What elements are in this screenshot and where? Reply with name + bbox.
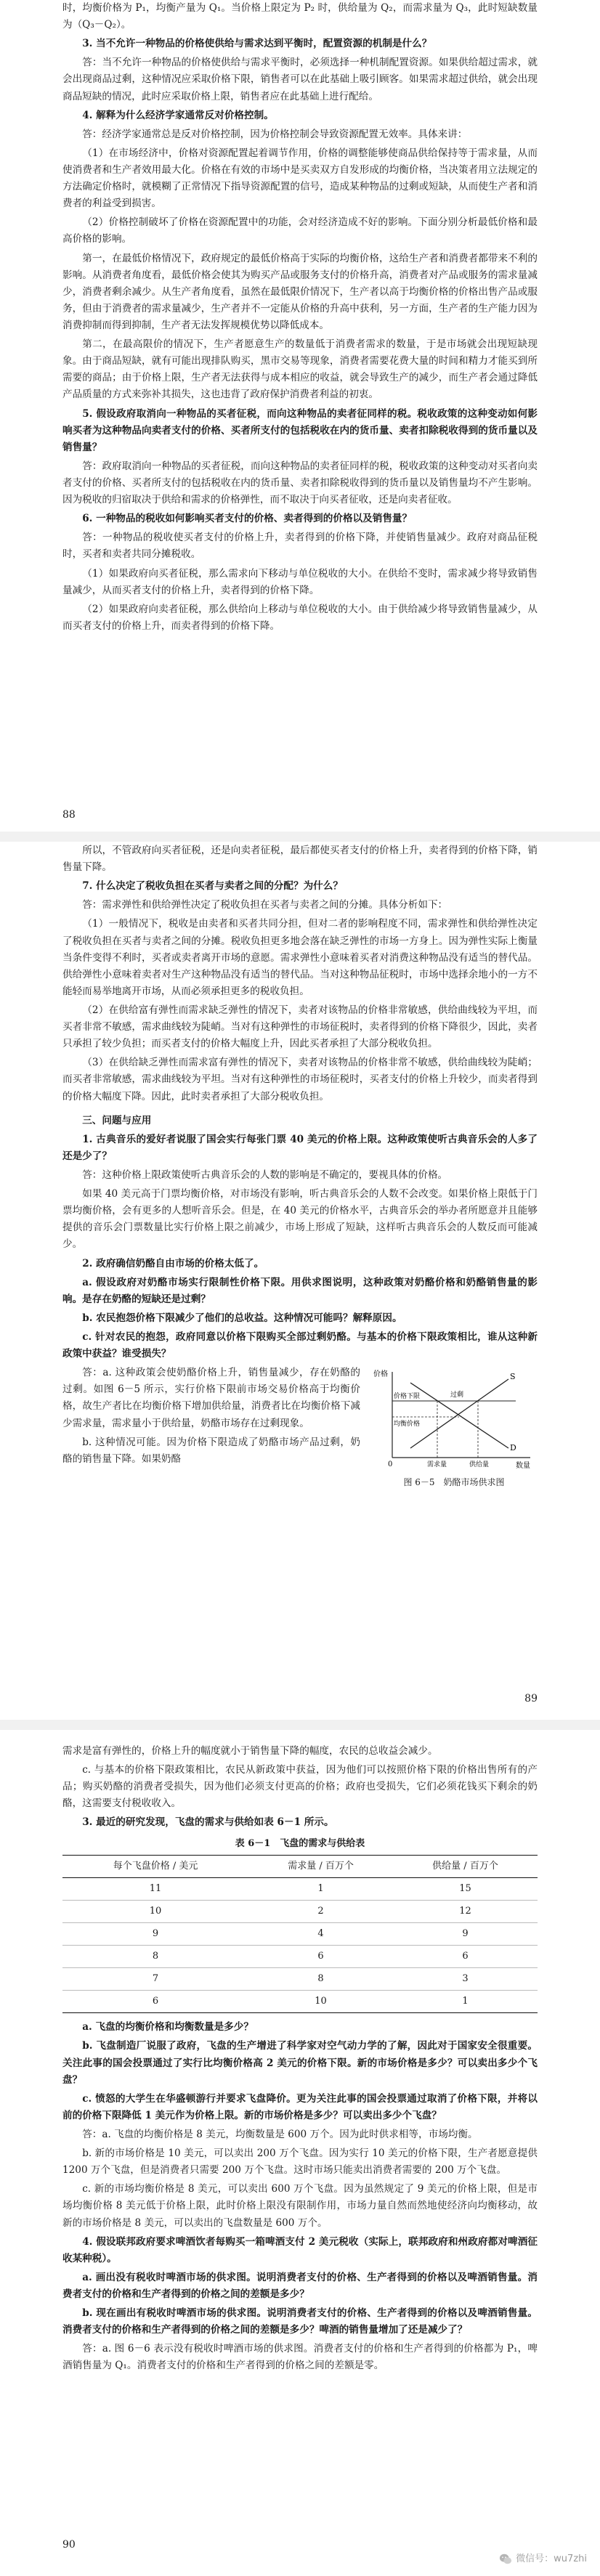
table-cell: 1 (393, 1991, 538, 2013)
table-cell: 9 (62, 1922, 248, 1945)
table-cell: 8 (248, 1968, 393, 1991)
supply-demand-figure (370, 1365, 538, 1490)
answer-paragraph: 第一，在最低价格情况下，政府规定的最低价格高于实际的均衡价格，这给生产者和消费者都带来不利的影响。从消费者角度看，最低价格会使其为购买产品或服务支付的价格升高，消费者对产品或服务的需求量减少，消费者剩余减少。从生产者角度看，虽然在最低限价情况下，生产者以高于均衡价格的价格出售产品或服务，但由于消费者的需求量减少，生产者并不一定能从价格的升高中获利，另一方面，生产者的生产能力因为消费抑制而得到抑制，生产者无法发挥规模优势以降低成本。 (62, 252, 538, 331)
watermark-text: 微信号：wu7zhi (516, 2553, 587, 2564)
x-axis-label: 数量 (516, 1462, 530, 1471)
figure-side-text (62, 1365, 360, 1470)
origin-label: 0 (388, 1460, 393, 1469)
wechat-watermark (499, 2551, 587, 2567)
table-cell: 6 (248, 1946, 393, 1968)
paragraph: 所以，不管政府向买者征税，还是向卖者征税，最后都使买者支付的价格上升，卖者得到的价格下降，销售量下降。 (62, 845, 538, 874)
table-cell: 4 (248, 1922, 393, 1945)
question-heading: 7. 什么决定了税收负担在买者与卖者之间的分配？为什么？ (82, 880, 343, 893)
answer-paragraph: 答：a. 这种政策会使奶酪价格上升，销售量减少，存在奶酪的过剩。如图 6－5 所示，实行价格下限前市场交易价格高于均衡价格，故生产者比在均衡价格下增加供给量，消费者比在均衡价格下减少需求量，需求量小于供给量，奶酪市场存在过剩现象。 (62, 1367, 360, 1429)
answer-paragraph: （2）价格控制破坏了价格在资源配置中的功能，会对经济造成不好的影响。下面分别分析最低价格和最高价格的影响。 (62, 216, 538, 245)
question-heading: a. 假设政府对奶酪市场实行限制性价格下限。用供求图说明，这种政策对奶酪价格和奶酪销售量的影响。是存在奶酪的短缺还是过剩？ (62, 1276, 538, 1305)
question-heading: 1. 古典音乐的爱好者说服了国会实行每张门票 40 美元的价格上限。这种政策使听古典音乐会的人多了还是少了？ (62, 1133, 538, 1162)
question-heading: 3. 当不允许一种物品的价格使供给与需求达到平衡时，配置资源的机制是什么？ (82, 38, 432, 50)
question-heading: 5. 假设政府取消向一种物品的买者征税，而向这种物品的卖者征同样的税。税收政策的这种变动如何影响买者为这种物品向卖者支付的价格、买者所支付的包括税收在内的货币量、卖者扣除税收得到的货币量以及销售量？ (62, 407, 538, 453)
question-heading: c. 针对农民的抱怨，政府同意以价格下限购买全部过剩奶酪。与基本的价格下限政策相比，谁从这种新政策中获益？谁受损失？ (62, 1330, 538, 1360)
answer-paragraph: （1）一般情况下，税收是由卖者和买者共同分担，但对二者的影响程度不同，需求弹性和供给弹性决定了税收负担在买者与卖者之间的分摊。税收负担更多地会落在缺乏弹性的市场一方身上。因为弹性实际上衡量当条件变得不利时，买者或卖者离开市场的意愿。需求弹性小意味着买者对消费这种物品没有适当的替代品。供给弹性小意味着卖者对生产这种物品没有适当的替代品。当对这种物品征税时，市场中选择余地小的一方不能轻而易举地离开市场，从而必须承担更多的税收负担。 (62, 918, 538, 997)
answer-paragraph: 答：经济学家通常总是反对价格控制，因为价格控制会导致资源配置无效率。具体来讲： (82, 128, 468, 140)
paragraph: 时，均衡价格为 P₁，均衡产量为 Q₁。当价格上限定为 P₂ 时，供给量为 Q₂，而需求量为 Q₃，此时短缺数量为（Q₃－Q₂）。 (62, 2, 538, 31)
answer-paragraph: 如果 40 美元高于门票均衡价格，对市场没有影响，听古典音乐会的人数不会改变。如果价格上限低于门票均衡价格，会有更多的人想听音乐会。但是，在 40 美元的价格水平，古典音乐会的举办者所愿意并且能够提供的音乐会门票数量比实行价格上限之前减少，市场上形成了短缺，这样听古典音乐会的人数反而可能减少。 (62, 1188, 538, 1251)
figure-row (62, 1365, 538, 1490)
table-row (62, 1946, 538, 1968)
section-heading: 三、问题与应用 (82, 1114, 152, 1126)
page-gap (0, 1720, 600, 1730)
table-row (62, 1922, 538, 1945)
table-cell: 11 (62, 1877, 248, 1900)
table-row (62, 1900, 538, 1922)
question-heading: b. 农民抱怨价格下限减少了他们的总收益。这种情况可能吗？解释原因。 (82, 1312, 402, 1324)
answer-paragraph: （2）如果政府向卖者征税，那么供给向上移动与单位税收的大小。由于供给减少将导致销售量减少，从而买者支付的价格上升，而卖者得到的价格下降。 (62, 603, 538, 632)
question-heading: b. 飞盘制造厂说服了政府，飞盘的生产增进了科学家对空气动力学的了解，因此对于国家安全很重要。关注此事的国会投票通过了实行比均衡价格高 2 美元的价格下限。新的市场价格是多少？可以卖出多少个飞盘？ (62, 2040, 538, 2086)
surplus-label: 过剩 (450, 1391, 464, 1399)
question-heading: c. 愤怒的大学生在华盛顿游行并要求飞盘降价。更为关注此事的国会投票通过取消了价格下限，并将以前的价格下限降低 1 美元作为价格上限。新的市场价格是多少？可以卖出多少个飞盘？ (62, 2092, 538, 2121)
page-90 (0, 1743, 600, 2576)
quantity-demanded-label: 需求量 (427, 1461, 447, 1469)
page-number: 88 (62, 809, 76, 821)
question-heading: 4. 假设联邦政府要求啤酒饮者每购买一箱啤酒支付 2 美元税收（实际上，联邦政府和州政府都对啤酒征收某种税）。 (62, 2235, 538, 2264)
table-row (62, 1968, 538, 1991)
page-gap (0, 832, 600, 842)
answer-paragraph: （1）如果政府向买者征税，那么需求向下移动与单位税收的大小。在供给不变时，需求减少将导致销售量减少，从而买者支付的价格上升，卖者得到的价格下降。 (62, 567, 538, 596)
question-heading: a. 画出没有税收时啤酒市场的供求图。说明消费者支付的价格、生产者得到的价格以及啤酒销售量。消费者支付的价格和生产者得到的价格之间的差额是多少？ (62, 2271, 538, 2300)
figure-caption: 图 6－5 奶酪市场供求图 (403, 1477, 505, 1488)
page-number: 90 (62, 2539, 76, 2551)
question-heading: 3. 最近的研究发现，飞盘的需求与供给如表 6－1 所示。 (82, 1816, 334, 1829)
answer-paragraph: b. 这种情况可能。因为价格下限造成了奶酪市场产品过剩，奶酪的销售量下降。如果奶酪 (62, 1436, 360, 1465)
column-header: 每个飞盘价格 / 美元 (62, 1855, 248, 1877)
table-cell: 9 (393, 1922, 538, 1945)
question-heading: b. 现在画出有税收时啤酒市场的供求图。说明消费者支付的价格、生产者得到的价格以及啤酒销售量。消费者支付的价格和生产者得到的价格之间的差额是多少？啤酒的销售量增加了还是减少了？ (62, 2307, 538, 2336)
answer-paragraph: 答：a. 图 6－6 表示没有税收时啤酒市场的供求图。消费者支付的价格和生产者得到的价格都为 P₁，啤酒销售量为 Q₁。消费者支付的价格和生产者得到的价格之间的差额是零。 (62, 2343, 538, 2372)
answer-paragraph: 答：a. 飞盘的均衡价格是 8 美元，均衡数量是 600 万个。因为此时供求相等，市场均衡。 (82, 2128, 478, 2140)
table-cell: 8 (62, 1946, 248, 1968)
answer-paragraph: 答：政府取消向一种物品的买者征税，而向这种物品的卖者征同样的税，税收政策的这种变动对买者向卖者支付的价格、买者所支付的包括税收在内的货币量、卖者扣除税收得到的货币量以及销售量均不产生影响。因为税收的归宿取决于供给和需求的价格弹性，而不取决于向买者征收，还是向卖者征收。 (62, 460, 538, 506)
answer-paragraph: 答：一种物品的税收使买者支付的价格上升，卖者得到的价格下降，并使销售量减少。政府对商品征税时，买者和卖者共同分摊税收。 (62, 532, 538, 561)
answer-paragraph: 答：需求弹性和供给弹性决定了税收负担在买者与卖者之间的分摊。具体分析如下： (82, 899, 448, 911)
table-row (62, 1877, 538, 1900)
table-cell: 6 (62, 1991, 248, 2013)
answer-paragraph: b. 新的市场价格是 10 美元，可以卖出 200 万个飞盘。因为实行 10 美元的价格下限，生产者愿意提供 1200 万个飞盘，但是消费者只需要 200 万个飞盘。这时市场只能卖出消费者需要的 200 万个飞盘。 (62, 2148, 538, 2177)
table-cell: 10 (62, 1900, 248, 1922)
page-number: 89 (524, 1693, 538, 1705)
price-floor-label: 价格下限 (394, 1393, 421, 1401)
table-header-row (62, 1855, 538, 1877)
equilibrium-price-label: 均衡价格 (394, 1421, 421, 1429)
y-axis-label: 价格 (373, 1370, 388, 1379)
table-cell: 3 (393, 1968, 538, 1991)
table-title: 表 6－1 飞盘的需求与供给表 (235, 1837, 365, 1849)
quantity-supplied-label: 供给量 (469, 1461, 490, 1469)
question-heading: 6. 一种物品的税收如何影响买者支付的价格、卖者得到的价格以及销售量？ (82, 513, 413, 525)
answer-paragraph: c. 与基本的价格下限政策相比，农民从新政策中获益，因为他们可以按照价格下限的价格出售所有的产品；购买奶酪的消费者受损失，因为他们必须支付更高的价格；政府也受损失，它们必须花钱买下剩余的奶酪，这需要支付税收收入。 (62, 1764, 538, 1810)
table-cell: 7 (62, 1968, 248, 1991)
column-header: 需求量 / 百万个 (248, 1855, 393, 1877)
page-89 (0, 842, 600, 1714)
frisbee-table (62, 1855, 538, 2014)
answer-paragraph: （2）在供给富有弹性而需求缺乏弹性的情况下，卖者对该物品的价格非常敏感，供给曲线较为平坦，而买者非常不敏感，需求曲线较为陡峭。当对有这种弹性的市场征税时，卖者得到的价格下降很少，因此，卖者只承担了较少负担；而买者支付的价格大幅度上升，因此买者承担了大部分税收负担。 (62, 1004, 538, 1050)
page-88 (0, 0, 600, 832)
answer-paragraph: c. 新的市场均衡价格是 8 美元，可以卖出 600 万个飞盘。因为虽然规定了 9 美元的价格上限，但是市场均衡价格 8 美元低于价格上限，此时价格上限没有限制作用，市场力量自然而然地使经济向均衡移动，故新的市场价格是 8 美元，可以卖出的飞盘数量是 600 万个。 (62, 2183, 538, 2229)
question-heading: 2. 政府确信奶酪自由市场的价格太低了。 (82, 1257, 264, 1269)
table-cell: 6 (393, 1946, 538, 1968)
question-heading: a. 飞盘的均衡价格和均衡数量是多少？ (82, 2021, 254, 2033)
supply-label: S (510, 1372, 516, 1382)
table-cell: 15 (393, 1877, 538, 1900)
answer-paragraph: 答：当不允许一种物品的价格使供给与需求平衡时，必须选择一种机制配置资源。如果供给超过需求，就会出现商品过剩，这种情况应采取价格下限，销售者可以在此基础上吸引顾客。如果需求超过供给，就会出现商品短缺的情况，此时应采取价格上限，销售者应在此基础上进行配给。 (62, 57, 538, 102)
answer-paragraph: （1）在市场经济中，价格对资源配置起着调节作用，价格的调整能够使商品供给保持等于需求量，从而使消费者和生产者效用最大化。价格在有效的市场中是买卖双方自发形成的均衡价格，当决策者用立法规定的方法确定价格时，就模糊了正常情况下指导资源配置的信号，造成某种物品的过剩或短缺，从而使生产者和消费者的利益受到损害。 (62, 147, 538, 210)
column-header: 供给量 / 百万个 (393, 1855, 538, 1877)
table-cell: 12 (393, 1900, 538, 1922)
question-heading: 4. 解释为什么经济学家通常反对价格控制。 (82, 109, 274, 121)
table-cell: 10 (248, 1991, 393, 2013)
paragraph: 需求是富有弹性的，价格上升的幅度就小于销售量下降的幅度，农民的总收益会减少。 (62, 1745, 438, 1757)
answer-paragraph: 第二，在最高限价的情况下，生产者愿意生产的数量低于消费者需求的数量，于是市场就会出现短缺现象。由于商品短缺，就有可能出现排队购买，黑市交易等现象，消费者需要花费大量的时间和精力才能买到所需要的商品；由于价格上限，生产者无法获得与成本相应的收益，就会导致生产的减少，而生产者会通过降低产品质量的方式来弥补其损失，这也违背了政府保护消费者利益的初衷。 (62, 338, 538, 401)
table-cell: 1 (248, 1877, 393, 1900)
demand-label: D (510, 1443, 516, 1453)
table-row (62, 1991, 538, 2013)
answer-paragraph: 答：这种价格上限政策使听古典音乐会的人数的影响是不确定的，要视具体的价格。 (82, 1169, 448, 1181)
table-cell: 2 (248, 1900, 393, 1922)
supply-demand-chart (370, 1365, 538, 1474)
answer-paragraph: （3）在供给缺乏弹性而需求富有弹性的情况下，卖者对该物品的价格非常不敏感，供给曲线较为陡峭；而买者非常敏感，需求曲线较为平坦。当对有这种弹性的市场征税时，买者支付的价格上升较少，而卖者得到的价格大幅度下降。因此，此时卖者承担了大部分税收负担。 (62, 1057, 538, 1102)
wechat-icon (499, 2553, 512, 2566)
